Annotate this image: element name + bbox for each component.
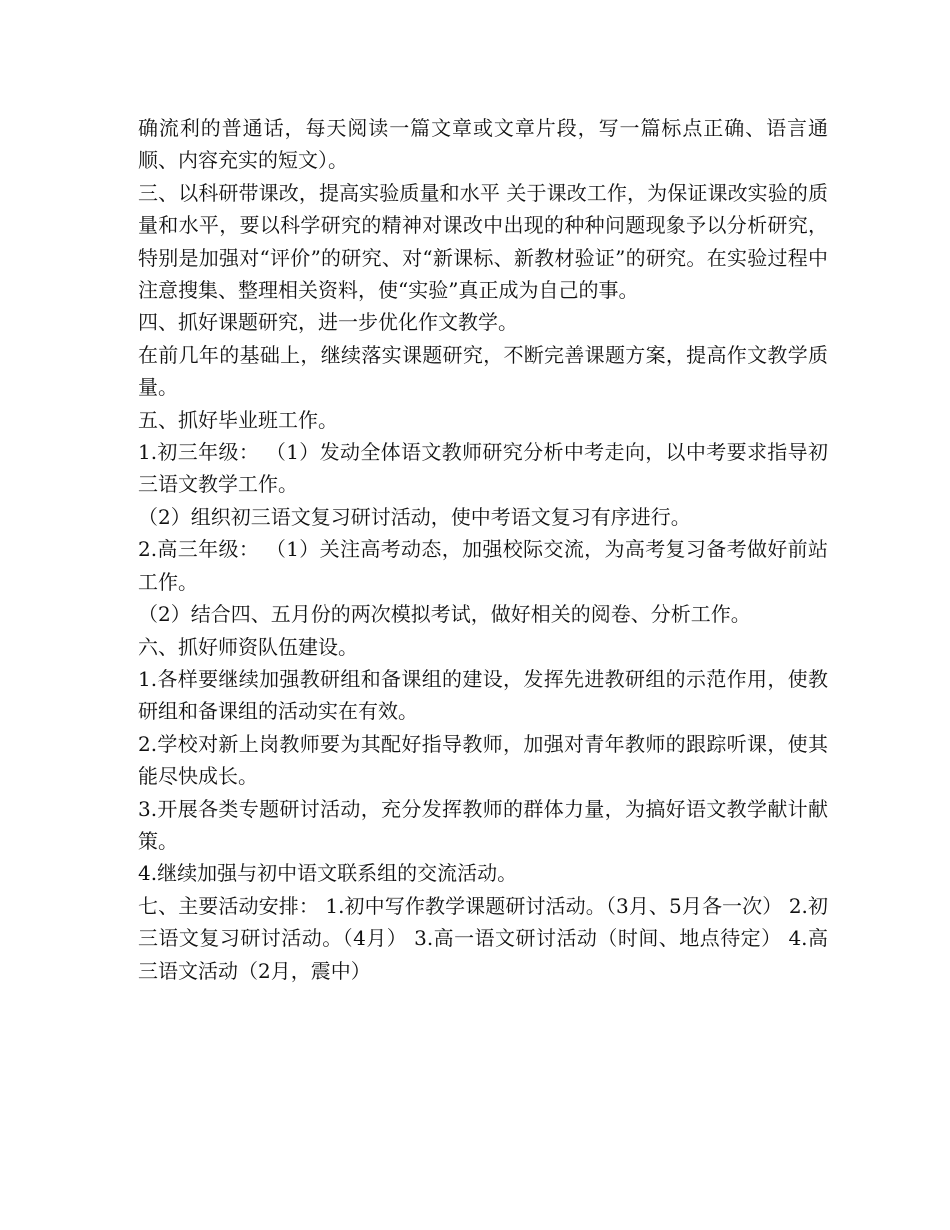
document-body	[138, 112, 828, 987]
paragraph-2: 三、以科研带课改，提高实验质量和水平 关于课改工作，为保证课改实验的质量和水平，要以科学研究的精神对课改中出现的种种问题现象予以分析研究，特别是加强对“评价”的研究、对“新课标、新教材验证”的研究。在实验过程中注意搜集、整理相关资料，使“实验”真正成为自己的事。	[138, 180, 828, 303]
paragraph-4: 在前几年的基础上，继续落实课题研究，不断完善课题方案，提高作文教学质量。	[138, 342, 828, 400]
paragraph-12: 2.学校对新上岗教师要为其配好指导教师，加强对青年教师的跟踪听课，使其能尽快成长。	[138, 731, 828, 789]
paragraph-14: 4.继续加强与初中语文联系组的交流活动。	[138, 861, 518, 886]
paragraph-1: 确流利的普通话，每天阅读一篇文章或文章片段，写一篇标点正确、语言通顺、内容充实的短文）。	[138, 116, 828, 173]
paragraph-7: （2）组织初三语文复习研讨活动，使中考语文复习有序进行。	[138, 504, 691, 529]
paragraph-9: （2）结合四、五月份的两次模拟考试，做好相关的阅卷、分析工作。	[138, 602, 751, 627]
paragraph-11: 1.各样要继续加强教研组和备课组的建设，发挥先进教研组的示范作用，使教研组和备课组的活动实在有效。	[138, 666, 828, 724]
paragraph-5: 五、抓好毕业班工作。	[138, 407, 338, 432]
paragraph-3: 四、抓好课题研究，进一步优化作文教学。	[138, 310, 518, 335]
paragraph-15: 七、主要活动安排： 1.初中写作教学课题研讨活动。（3月、5月各一次） 2.初三语文复习研讨活动。（4月） 3.高一语文研讨活动（时间、地点待定） 4.高三语文活动（2月，震中）	[138, 893, 828, 983]
paragraph-8: 2.高三年级： （1）关注高考动态，加强校际交流，为高考复习备考做好前站工作。	[138, 537, 828, 594]
paragraph-10: 六、抓好师资队伍建设。	[138, 634, 358, 659]
paragraph-6: 1.初三年级： （1）发动全体语文教师研究分析中考走向，以中考要求指导初三语文教学工作。	[138, 440, 828, 497]
paragraph-13: 3.开展各类专题研讨活动，充分发挥教师的群体力量，为搞好语文教学献计献策。	[138, 796, 828, 853]
